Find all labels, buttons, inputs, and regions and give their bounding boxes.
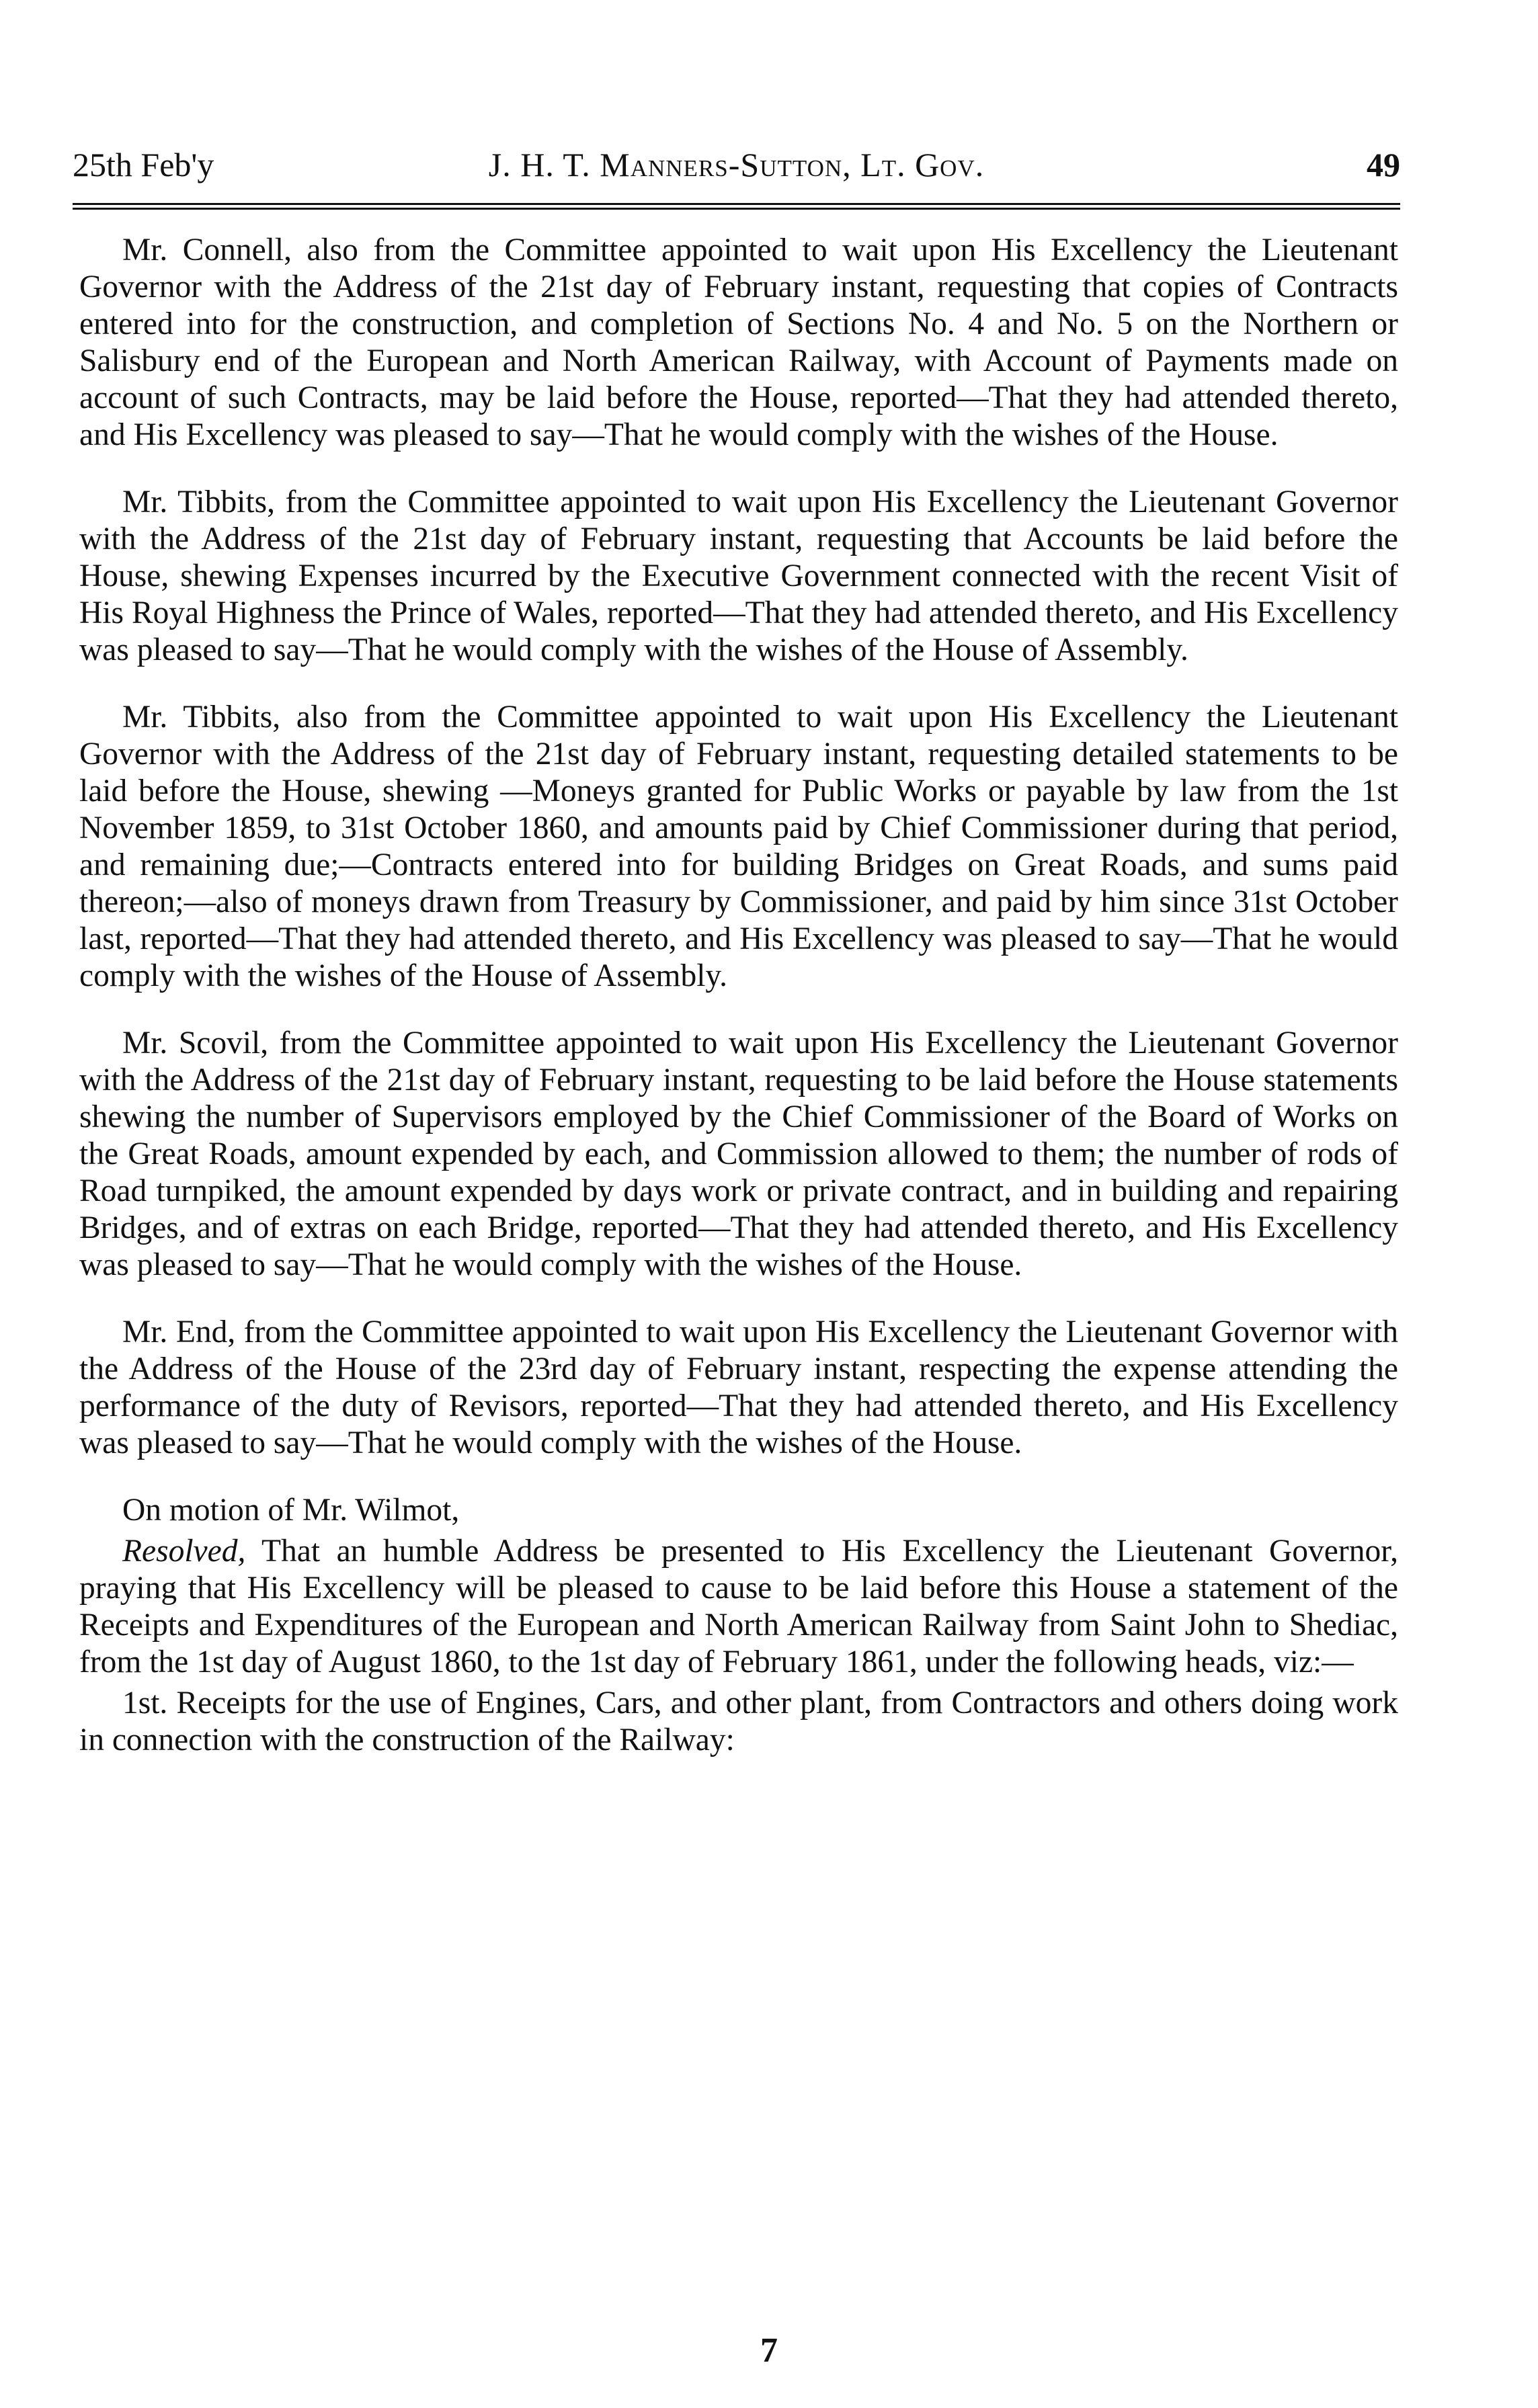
paragraph-tibbits-visit: Mr. Tibbits, from the Committee appointed to wait upon His Excellency the Lieutenant Governor with the Address of the 21st day of February instant, requesting that Accounts be laid before the House, shewing Expenses incurred by the Executive Government connected with the recent Visit of His Royal Highness the Prince of Wales, reported—That they had attended thereto, and His Excellency was pleased to say—That he would comply with the wishes of the House of Assembly. <box>79 485 1398 667</box>
motion-intro: On motion of Mr. Wilmot, <box>122 1493 460 1528</box>
signature-mark: 7 <box>760 2331 778 2370</box>
resolution-text: That an humble Address be presented to His Excellency the Lieutenant Governor, praying that His Excellency will be pleased to cause to be laid before this House a statement of the Receipts and Expenditures of the European and North American Railway from Saint John to Shediac, from the 1st day of August 1860, to the 1st day of February 1861, under the following heads, viz:— <box>79 1534 1398 1679</box>
paragraph-connell: Mr. Connell, also from the Committee appointed to wait upon His Excellency the Lieutenant Governor with the Address of the 21st day of February instant, requesting that copies of Contracts entered into for the construction, and completion of Sections No. 4 and No. 5 on the Northern or Salisbury end of the European and North American Railway, with Account of Payments made on account of such Contracts, may be laid before the House, reported—That they had attended thereto, and His Excellency was pleased to say—That he would comply with the wishes of the House. <box>79 233 1398 452</box>
resolution-item-1: 1st. Receipts for the use of Engines, Cars, and other plant, from Contractors and others doing work in connection with the construction of the Railway: <box>79 1686 1398 1757</box>
header-rule <box>73 203 1400 210</box>
body-text <box>79 232 1398 1763</box>
paragraph-scovil: Mr. Scovil, from the Committee appointed to wait upon His Excellency the Lieutenant Governor with the Address of the 21st day of February instant, requesting to be laid before the House statements shewing the number of Supervisors employed by the Chief Commissioner of the Board of Works on the Great Roads, amount expended by each, and Commission allowed to them; the number of rods of Road turnpiked, the amount expended by days work or private contract, and in building and repairing Bridges, and of extras on each Bridge, reported—That they had attended thereto, and His Excellency was pleased to say—That he would comply with the wishes of the House. <box>79 1026 1398 1282</box>
resolution <box>79 1533 1398 1681</box>
resolved-label: Resolved, <box>122 1534 246 1569</box>
header-date: 25th Feb'y <box>73 146 214 183</box>
running-head <box>73 138 1400 192</box>
paragraph-tibbits-works: Mr. Tibbits, also from the Committee appointed to wait upon His Excellency the Lieutenant Governor with the Address of the 21st day of February instant, requesting detailed statements to be laid before the House, shewing —Moneys granted for Public Works or payable by law from the 1st November 1859, to 31st October 1860, and amounts paid by Chief Commissioner during that period, and remaining due;—Contracts entered into for building Bridges on Great Roads, and sums paid thereon;—also of moneys drawn from Treasury by Commissioner, and paid by him since 31st October last, reported—That they had attended thereto, and His Excellency was pleased to say—That he would comply with the wishes of the House of Assembly. <box>79 700 1398 993</box>
header-title: J. H. T. Manners-Sutton, Lt. Gov. <box>488 146 985 183</box>
paragraph-end: Mr. End, from the Committee appointed to wait upon His Excellency the Lieutenant Governor with the Address of the House of the 23rd day of February instant, respecting the expense attending the performance of the duty of Revisors, reported—That they had attended thereto, and His Excellency was pleased to say—That he would comply with the wishes of the House. <box>79 1315 1398 1460</box>
page-number: 49 <box>1367 146 1400 183</box>
